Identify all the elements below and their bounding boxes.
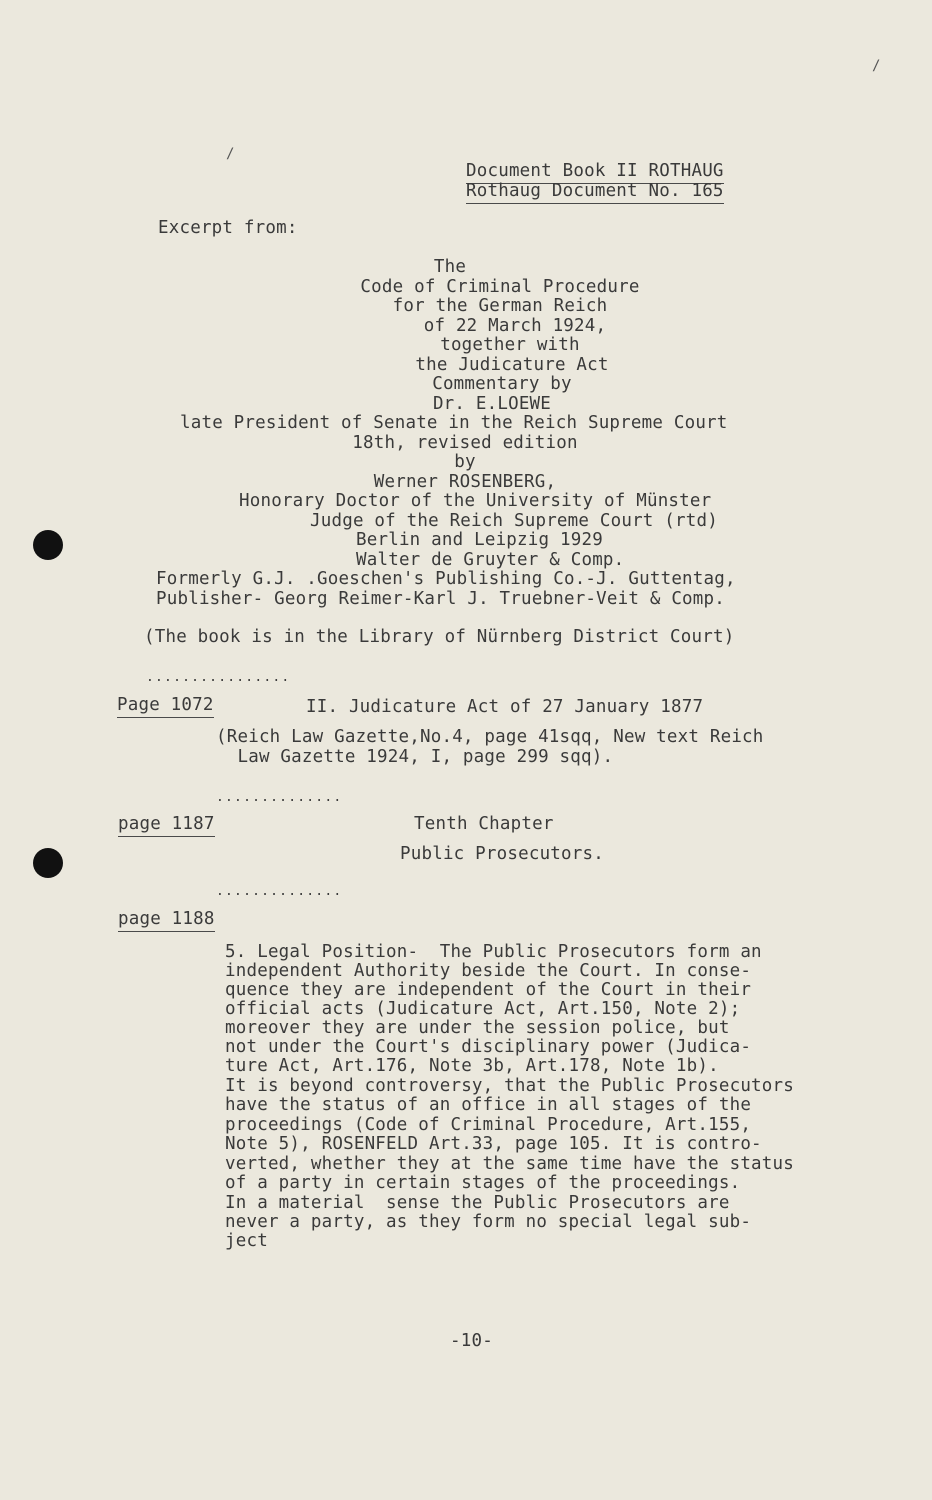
publisher-line: Formerly G.J. .Goeschen's Publishing Co.-J. Guttentag, bbox=[156, 569, 736, 589]
body-line: never a party, as they form no special legal sub- bbox=[225, 1212, 752, 1232]
separator-dots: ................ bbox=[146, 670, 291, 685]
title-line: by bbox=[454, 452, 476, 472]
section-text: (Reich Law Gazette,No.4, page 41sqq, New text Reich bbox=[216, 727, 764, 747]
publisher-line: Publisher- Georg Reimer-Karl J. Truebner-Veit & Comp. bbox=[156, 589, 726, 609]
body-line: proceedings (Code of Criminal Procedure, Art.155, bbox=[225, 1115, 752, 1135]
body-line: ture Act, Art.176, Note 3b, Art.178, Note 1b). bbox=[225, 1056, 719, 1076]
body-line: have the status of an office in all stages of the bbox=[225, 1095, 752, 1115]
header-doc-book: Document Book II ROTHAUG bbox=[466, 162, 724, 184]
body-line: not under the Court's disciplinary power (Judica- bbox=[225, 1037, 752, 1057]
library-note: (The book is in the Library of Nürnberg District Court) bbox=[144, 627, 735, 647]
punch-hole bbox=[33, 848, 63, 878]
chapter-subheading: Public Prosecutors. bbox=[400, 844, 604, 864]
title-line: Walter de Gruyter & Comp. bbox=[356, 550, 625, 570]
title-line: the Judicature Act bbox=[415, 355, 609, 375]
separator-dots: .............. bbox=[216, 884, 343, 899]
body-line: 5. Legal Position- The Public Prosecutors form an bbox=[225, 942, 762, 962]
body-line: It is beyond controversy, that the Public Prosecutors bbox=[225, 1076, 795, 1096]
body-line: Note 5), ROSENFELD Art.33, page 105. It is contro- bbox=[225, 1134, 762, 1154]
title-line: of 22 March 1924, bbox=[423, 316, 607, 336]
title-line: Honorary Doctor of the University of Münster bbox=[239, 491, 712, 511]
body-line: moreover they are under the session police, but bbox=[225, 1018, 730, 1038]
punch-hole bbox=[33, 530, 63, 560]
pen-mark: / bbox=[226, 146, 235, 162]
excerpt-label: Excerpt from: bbox=[158, 218, 298, 238]
section-heading: II. Judicature Act of 27 January 1877 bbox=[306, 697, 704, 717]
page-number: -10- bbox=[450, 1331, 493, 1351]
body-line: verted, whether they at the same time have the status bbox=[225, 1154, 795, 1174]
title-line: Commentary by bbox=[432, 374, 572, 394]
body-line: official acts (Judicature Act, Art.150, Note 2); bbox=[225, 999, 741, 1019]
page-label-1072: Page 1072 bbox=[117, 696, 214, 718]
title-line: The bbox=[433, 257, 467, 277]
title-line: late President of Senate in the Reich Supreme Court bbox=[180, 413, 728, 433]
page-label-1187: page 1187 bbox=[118, 815, 215, 837]
body-line: independent Authority beside the Court. In conse- bbox=[225, 961, 752, 981]
title-line: Dr. E.LOEWE bbox=[432, 394, 552, 414]
body-line: In a material sense the Public Prosecutors are bbox=[225, 1193, 730, 1213]
separator-dots: .............. bbox=[216, 790, 343, 805]
header-doc-number: Rothaug Document No. 165 bbox=[466, 182, 724, 204]
pen-mark: / bbox=[872, 58, 881, 74]
body-line: ject bbox=[225, 1231, 268, 1251]
section-text: Law Gazette 1924, I, page 299 sqq). bbox=[216, 747, 614, 767]
title-line: Werner ROSENBERG, bbox=[373, 472, 557, 492]
title-line: 18th, revised edition bbox=[352, 433, 578, 453]
body-line: quence they are independent of the Court in their bbox=[225, 980, 752, 1000]
title-line: Judge of the Reich Supreme Court (rtd) bbox=[310, 511, 718, 531]
page-label-1188: page 1188 bbox=[118, 910, 215, 932]
body-line: of a party in certain stages of the proceedings. bbox=[225, 1173, 741, 1193]
title-line: Code of Criminal Procedure bbox=[360, 277, 640, 297]
title-line: together with bbox=[440, 335, 580, 355]
title-line: for the German Reich bbox=[392, 296, 608, 316]
title-line: Berlin and Leipzig 1929 bbox=[356, 530, 603, 550]
chapter-heading: Tenth Chapter bbox=[414, 814, 554, 834]
